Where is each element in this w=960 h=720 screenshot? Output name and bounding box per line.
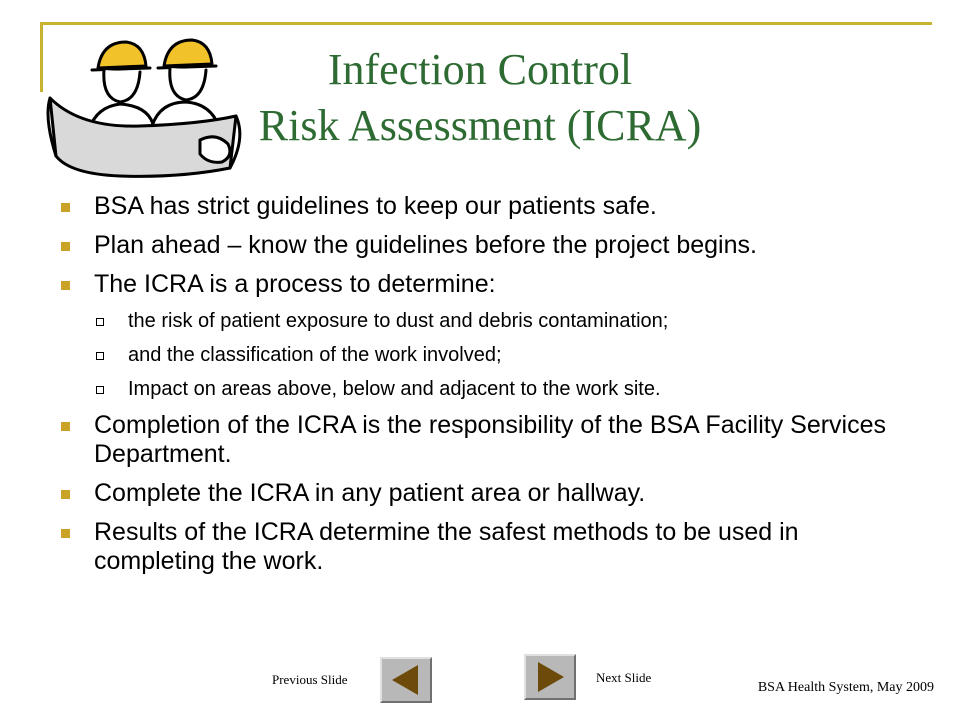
bullet-square-icon [61,203,70,212]
sub-bullet-text: Impact on areas above, below and adjacent to the work site. [128,378,661,400]
arrow-left-icon [382,659,430,701]
frame-top-line [40,22,932,25]
bullet-text: Completion of the ICRA is the responsibility of the BSA Facility Services Department. [94,411,887,468]
bullet-item [58,479,918,508]
footer-text: BSA Health System, May 2009 [757,680,934,695]
bullet-list [58,192,918,586]
sub-bullet-item [58,377,918,401]
next-slide-button[interactable] [524,654,576,700]
bullet-item [58,270,918,299]
slide-title [190,42,770,154]
title-line-1: Infection Control [327,45,633,94]
bullet-text: Plan ahead – know the guidelines before the project begins. [94,231,757,259]
sub-bullet-text: the risk of patient exposure to dust and debris contamination; [128,310,669,332]
previous-slide-label: Previous Slide [272,672,348,687]
bullet-square-icon [61,281,70,290]
bullet-item [58,518,918,576]
bullet-square-icon [61,529,70,538]
bullet-square-icon [61,242,70,251]
bullet-text: BSA has strict guidelines to keep our patients safe. [94,192,657,220]
bullet-text: Complete the ICRA in any patient area or hallway. [94,479,646,507]
title-line-2: Risk Assessment (ICRA) [258,101,702,150]
next-slide-label: Next Slide [596,670,652,685]
checkbox-bullet-icon [96,318,104,326]
bullet-item [58,192,918,221]
bullet-text: The ICRA is a process to determine: [94,270,496,298]
bullet-square-icon [61,422,70,431]
sub-bullet-item [58,309,918,333]
checkbox-bullet-icon [96,352,104,360]
previous-slide-button[interactable] [380,657,432,703]
sub-bullet-text: and the classification of the work involved; [128,344,502,366]
sub-bullet-item [58,343,918,367]
arrow-right-icon [526,656,574,698]
bullet-item [58,411,918,469]
bullet-text: Results of the ICRA determine the safest methods to be used in completing the work. [94,518,799,575]
bullet-square-icon [61,490,70,499]
bullet-item [58,231,918,260]
checkbox-bullet-icon [96,386,104,394]
